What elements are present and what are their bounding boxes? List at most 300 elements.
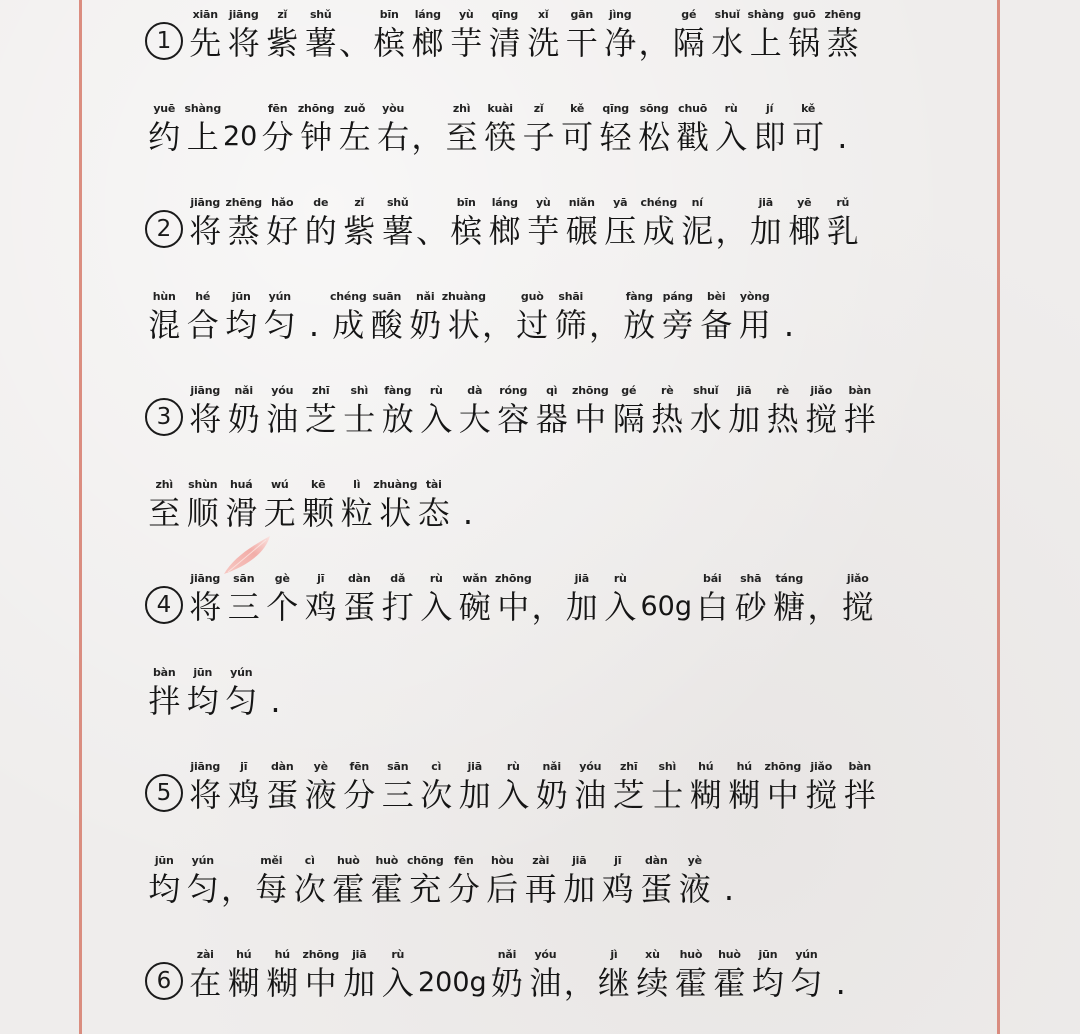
ruby-character xyxy=(764,383,803,440)
hanzi: 蒸 xyxy=(826,24,859,62)
hanzi: 态 xyxy=(417,494,450,532)
punctuation xyxy=(774,289,804,346)
hanzi: 水 xyxy=(711,24,744,62)
hanzi: 糊 xyxy=(227,964,260,1002)
ruby-character xyxy=(186,7,225,64)
hanzi: ， xyxy=(589,306,622,344)
ruby-character xyxy=(673,101,712,158)
hanzi: . xyxy=(308,306,320,344)
hanzi: 成 xyxy=(642,212,675,250)
hanzi: 充 xyxy=(409,870,442,908)
punctuation xyxy=(826,947,856,1004)
ruby-character xyxy=(145,665,184,722)
pinyin: zài xyxy=(532,854,550,867)
ruby-character xyxy=(633,947,672,1004)
hanzi: 再 xyxy=(524,870,557,908)
hanzi: 混 xyxy=(148,306,181,344)
punctuation xyxy=(590,289,620,346)
hanzi: 大 xyxy=(458,400,491,438)
hanzi: 过 xyxy=(516,306,549,344)
ruby-character xyxy=(747,195,786,252)
ruby-character xyxy=(222,289,261,346)
ruby-character xyxy=(750,101,789,158)
pinyin: nǎi xyxy=(542,760,561,773)
ruby-character xyxy=(252,853,291,910)
hanzi: 鸡 xyxy=(227,776,260,814)
ruby-character xyxy=(481,101,520,158)
hanzi: 芋 xyxy=(450,24,483,62)
recipe-step xyxy=(145,722,935,910)
pinyin: fēn xyxy=(267,102,288,115)
ruby-character xyxy=(648,759,687,816)
pinyin: jiāng xyxy=(228,8,259,21)
ruby-character xyxy=(368,289,407,346)
pinyin: rè xyxy=(776,384,789,397)
ruby-character xyxy=(417,383,456,440)
hanzi: 油 xyxy=(529,964,562,1002)
step-line xyxy=(145,64,935,158)
punctuation xyxy=(483,289,513,346)
ruby-character xyxy=(409,7,448,64)
hanzi: 上 xyxy=(186,118,219,156)
hanzi: 入 xyxy=(420,588,453,626)
pinyin: yē xyxy=(797,196,812,209)
pinyin: guò xyxy=(520,290,544,303)
hanzi: 每 xyxy=(255,870,288,908)
pinyin: zhōng xyxy=(297,102,335,115)
ruby-character xyxy=(659,289,698,346)
hanzi: 加 xyxy=(343,964,376,1002)
pinyin: yún xyxy=(191,854,214,867)
hanzi: 粒 xyxy=(340,494,373,532)
pinyin: jūn xyxy=(231,290,251,303)
ruby-character xyxy=(670,7,709,64)
ruby-character xyxy=(488,947,527,1004)
pinyin: fēn xyxy=(349,760,369,773)
ruby-character xyxy=(770,571,809,628)
pinyin: jiǎo xyxy=(810,384,833,397)
ruby-character xyxy=(186,195,225,252)
ruby-character xyxy=(524,195,563,252)
ruby-character xyxy=(563,195,602,252)
step-line xyxy=(145,158,935,252)
hanzi: 松 xyxy=(638,118,671,156)
hanzi: 左 xyxy=(338,118,371,156)
pinyin: shā xyxy=(740,572,762,585)
ruby-character xyxy=(839,571,878,628)
hanzi: 隔 xyxy=(612,400,645,438)
hanzi: 成 xyxy=(332,306,365,344)
pinyin: nǎi xyxy=(416,290,435,303)
hanzi: 状 xyxy=(379,494,412,532)
pinyin: jí xyxy=(766,102,774,115)
step-line xyxy=(145,6,935,64)
hanzi: 霍 xyxy=(370,870,403,908)
ruby-character xyxy=(302,195,341,252)
pinyin: zhuàng xyxy=(441,290,486,303)
hanzi: 将 xyxy=(227,24,260,62)
hanzi: 士 xyxy=(651,776,684,814)
punctuation xyxy=(222,853,252,910)
ruby-character xyxy=(732,571,771,628)
hanzi: 均 xyxy=(225,306,258,344)
step-line xyxy=(145,346,935,440)
pinyin: bàn xyxy=(152,666,176,679)
hanzi: 后 xyxy=(486,870,519,908)
step-number: 1 xyxy=(145,22,183,60)
hanzi: 中 xyxy=(574,400,607,438)
pinyin: hú xyxy=(698,760,714,773)
hanzi: 、 xyxy=(339,24,372,62)
ruby-character xyxy=(601,7,640,64)
ruby-character xyxy=(601,571,640,628)
hanzi: 筛 xyxy=(554,306,587,344)
pinyin: zhuàng xyxy=(373,478,418,491)
ruby-character xyxy=(302,383,341,440)
hanzi: 至 xyxy=(445,118,478,156)
pinyin: shì xyxy=(658,760,677,773)
ruby-character xyxy=(184,477,223,534)
pinyin: jī xyxy=(317,572,325,585)
pinyin: nǎi xyxy=(497,948,517,961)
pinyin: shǔ xyxy=(309,8,332,21)
punctuation xyxy=(640,7,670,64)
pinyin: hú xyxy=(274,948,290,961)
hanzi: 砂 xyxy=(734,588,767,626)
hanzi: 三 xyxy=(227,588,260,626)
pinyin: yè xyxy=(313,760,328,773)
hanzi: ， xyxy=(563,964,596,1002)
hanzi: 备 xyxy=(700,306,733,344)
hanzi: 糖 xyxy=(773,588,806,626)
pinyin: yā xyxy=(613,196,628,209)
ruby-character xyxy=(802,759,841,816)
hanzi: . xyxy=(783,306,795,344)
punctuation xyxy=(809,571,839,628)
pinyin: wǎn xyxy=(462,572,488,585)
pinyin: huò xyxy=(718,948,741,961)
pinyin: shuǐ xyxy=(714,8,740,21)
step-number: 2 xyxy=(145,210,183,248)
ruby-character xyxy=(697,289,736,346)
hanzi: 将 xyxy=(189,212,222,250)
pinyin: zhōng xyxy=(302,948,339,961)
ruby-character xyxy=(370,7,409,64)
hanzi: 子 xyxy=(522,118,555,156)
pinyin: shàng xyxy=(747,8,784,21)
step-line xyxy=(145,628,935,722)
pinyin: shuǐ xyxy=(693,384,719,397)
hanzi: 即 xyxy=(753,118,786,156)
hanzi: 霍 xyxy=(674,964,707,1002)
ruby-character xyxy=(291,853,330,910)
pinyin: yún xyxy=(795,948,818,961)
ruby-character xyxy=(261,477,300,534)
hanzi: 芝 xyxy=(304,400,337,438)
pinyin: bái xyxy=(703,572,722,585)
hanzi: 奶 xyxy=(227,400,260,438)
pinyin: cì xyxy=(431,760,442,773)
hanzi: 拌 xyxy=(148,682,181,720)
pinyin: fàng xyxy=(625,290,653,303)
ruby-character xyxy=(524,7,563,64)
step-line xyxy=(145,816,935,910)
hanzi: 芋 xyxy=(527,212,560,250)
hanzi: 在 xyxy=(189,964,222,1002)
hanzi: 用 xyxy=(738,306,771,344)
ruby-character xyxy=(678,195,717,252)
pinyin: sān xyxy=(233,572,255,585)
pinyin: zǐ xyxy=(277,8,288,21)
hanzi: 加 xyxy=(458,776,491,814)
hanzi: 状 xyxy=(447,306,480,344)
ruby-character xyxy=(610,383,649,440)
ruby-character xyxy=(186,759,225,816)
ruby-character xyxy=(368,853,407,910)
ruby-character xyxy=(456,571,495,628)
pinyin: zhōng xyxy=(764,760,801,773)
ruby-character xyxy=(302,759,341,816)
pinyin: dǎ xyxy=(390,572,406,585)
ruby-character xyxy=(225,571,264,628)
hanzi: 椰 xyxy=(788,212,821,250)
hanzi: 碗 xyxy=(458,588,491,626)
punctuation xyxy=(299,289,329,346)
pinyin: zuǒ xyxy=(344,102,366,115)
hanzi: 中 xyxy=(766,776,799,814)
hanzi: 将 xyxy=(189,776,222,814)
pinyin: jiā xyxy=(467,760,482,773)
pinyin: kē xyxy=(311,478,326,491)
hanzi: 液 xyxy=(678,870,711,908)
ruby-character xyxy=(302,947,341,1004)
hanzi: 容 xyxy=(497,400,530,438)
hanzi: ， xyxy=(482,306,515,344)
ruby-character xyxy=(406,853,445,910)
pinyin: zhēng xyxy=(824,8,861,21)
pinyin: jìng xyxy=(609,8,632,21)
pinyin: de xyxy=(313,196,329,209)
ruby-character xyxy=(747,7,786,64)
hanzi: 锅 xyxy=(788,24,821,62)
hanzi: ， xyxy=(638,24,671,62)
pinyin: hòu xyxy=(490,854,514,867)
hanzi: 加 xyxy=(728,400,761,438)
ruby-character xyxy=(445,853,484,910)
pinyin: jì xyxy=(610,948,618,961)
pinyin: páng xyxy=(662,290,693,303)
hanzi: 均 xyxy=(751,964,784,1002)
pinyin: shùn xyxy=(188,478,218,491)
pinyin: shì xyxy=(350,384,369,397)
pinyin: jiā xyxy=(574,572,589,585)
ruby-character xyxy=(258,101,297,158)
pinyin: jiā xyxy=(737,384,752,397)
ruby-character xyxy=(379,759,418,816)
hanzi: 分 xyxy=(447,870,480,908)
hanzi: 上 xyxy=(749,24,782,62)
pinyin: gè xyxy=(274,572,290,585)
hanzi: 干 xyxy=(565,24,598,62)
recipe-step xyxy=(145,158,935,346)
pinyin: kě xyxy=(801,102,816,115)
ruby-character xyxy=(340,947,379,1004)
ruby-character xyxy=(379,383,418,440)
pinyin: huò xyxy=(375,854,399,867)
hanzi: 搅 xyxy=(805,776,838,814)
pinyin: cì xyxy=(304,854,315,867)
ruby-character xyxy=(340,383,379,440)
pinyin: xù xyxy=(645,948,660,961)
pinyin: yòng xyxy=(739,290,770,303)
pinyin: rù xyxy=(429,384,443,397)
punctuation xyxy=(412,101,442,158)
ruby-character xyxy=(373,477,418,534)
hanzi: 水 xyxy=(689,400,722,438)
ruby-character xyxy=(687,759,726,816)
hanzi: 霍 xyxy=(713,964,746,1002)
step-line xyxy=(145,910,935,1004)
hanzi: 筷 xyxy=(484,118,517,156)
hanzi: ， xyxy=(715,212,748,250)
hanzi: 合 xyxy=(186,306,219,344)
ruby-character xyxy=(374,101,413,158)
pinyin: rù xyxy=(391,948,405,961)
pinyin: shāi xyxy=(558,290,584,303)
pinyin: hùn xyxy=(152,290,176,303)
hanzi: . xyxy=(270,682,281,720)
ruby-character xyxy=(519,101,558,158)
hanzi: 泥 xyxy=(681,212,714,250)
ruby-character xyxy=(335,101,374,158)
ruby-character xyxy=(263,383,302,440)
ruby-character xyxy=(725,383,764,440)
ruby-character xyxy=(560,853,599,910)
hanzi: 器 xyxy=(535,400,568,438)
hanzi: 紫 xyxy=(343,212,376,250)
pinyin: yóu xyxy=(534,948,557,961)
ruby-character xyxy=(736,289,775,346)
hanzi: 加 xyxy=(563,870,596,908)
pinyin: chéng xyxy=(640,196,678,209)
punctuation xyxy=(714,853,744,910)
ruby-character xyxy=(338,477,377,534)
pinyin: dàn xyxy=(270,760,294,773)
ruby-character xyxy=(417,571,456,628)
hanzi: 个 xyxy=(266,588,299,626)
hanzi: 入 xyxy=(715,118,748,156)
ruby-character xyxy=(222,665,261,722)
ruby-character xyxy=(184,289,223,346)
ruby-character xyxy=(640,571,694,628)
pinyin: dà xyxy=(467,384,483,397)
hanzi: 轻 xyxy=(599,118,632,156)
hanzi: 清 xyxy=(488,24,521,62)
ruby-character xyxy=(261,289,300,346)
ruby-character xyxy=(329,853,368,910)
hanzi: 放 xyxy=(381,400,414,438)
hanzi: ， xyxy=(531,588,564,626)
pinyin: sān xyxy=(387,760,409,773)
hanzi: 油 xyxy=(266,400,299,438)
ruby-character xyxy=(708,7,747,64)
hanzi: 200g xyxy=(418,967,487,998)
hanzi: 匀 xyxy=(186,870,219,908)
hanzi: ， xyxy=(221,870,254,908)
pinyin: zhì xyxy=(155,478,173,491)
hanzi: 槟 xyxy=(373,24,406,62)
pinyin: jī xyxy=(614,854,622,867)
hanzi: . xyxy=(835,964,846,1002)
pinyin: gé xyxy=(681,8,697,21)
hanzi: 戳 xyxy=(676,118,709,156)
hanzi: 入 xyxy=(604,588,637,626)
pinyin: lì xyxy=(353,478,361,491)
ruby-character xyxy=(302,7,341,64)
pinyin: wú xyxy=(270,478,289,491)
ruby-character xyxy=(672,947,711,1004)
pinyin: zhēng xyxy=(225,196,262,209)
ruby-character xyxy=(225,947,264,1004)
ruby-character xyxy=(186,383,225,440)
pinyin: yòu xyxy=(382,102,405,115)
left-margin-rule xyxy=(79,0,82,1034)
hanzi: 好 xyxy=(266,212,299,250)
hanzi: 入 xyxy=(497,776,530,814)
hanzi: 可 xyxy=(561,118,594,156)
pinyin: shàng xyxy=(184,102,221,115)
hanzi: 加 xyxy=(565,588,598,626)
ruby-character xyxy=(447,195,486,252)
ruby-character xyxy=(749,947,788,1004)
hanzi: 鸡 xyxy=(304,588,337,626)
recipe-step xyxy=(145,346,935,534)
pinyin: qīng xyxy=(491,8,519,21)
ruby-character xyxy=(789,101,828,158)
ruby-character xyxy=(263,571,302,628)
hanzi: 霍 xyxy=(332,870,365,908)
ruby-character xyxy=(340,759,379,816)
hanzi: 中 xyxy=(304,964,337,1002)
hanzi: 可 xyxy=(792,118,825,156)
hanzi: 酸 xyxy=(370,306,403,344)
step-number: 3 xyxy=(145,398,183,436)
punctuation xyxy=(565,947,595,1004)
punctuation xyxy=(417,195,447,252)
hanzi: 薯 xyxy=(304,24,337,62)
recipe-steps xyxy=(145,6,935,1004)
hanzi: 20 xyxy=(223,121,258,152)
ruby-character xyxy=(764,759,803,816)
ruby-character xyxy=(513,289,552,346)
hanzi: . xyxy=(837,118,848,156)
ruby-character xyxy=(563,7,602,64)
punctuation xyxy=(717,195,747,252)
ruby-character xyxy=(693,571,732,628)
pinyin: fàng xyxy=(384,384,412,397)
ruby-character xyxy=(687,383,726,440)
pinyin: jūn xyxy=(758,948,778,961)
hanzi: 颗 xyxy=(302,494,335,532)
pinyin: jiāng xyxy=(190,572,221,585)
hanzi: 榔 xyxy=(411,24,444,62)
hanzi: . xyxy=(723,870,735,908)
pinyin: bèi xyxy=(706,290,726,303)
pinyin: yù xyxy=(458,8,474,21)
ruby-character xyxy=(186,571,225,628)
ruby-character xyxy=(558,101,597,158)
ruby-character xyxy=(184,665,223,722)
